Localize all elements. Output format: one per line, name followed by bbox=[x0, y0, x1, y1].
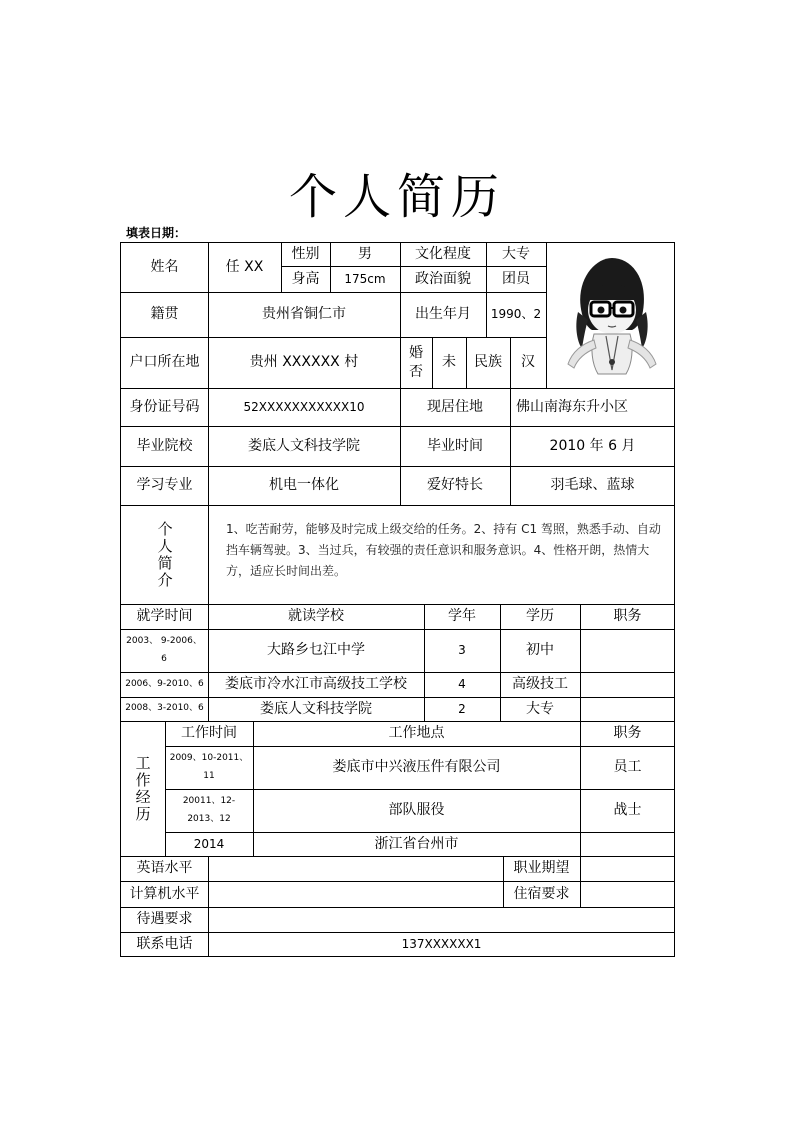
work-row-1-place: 娄底市中兴液压件有限公司 bbox=[332, 759, 501, 776]
ethnic-value: 汉 bbox=[521, 354, 535, 371]
birth-value: 1990、2 bbox=[490, 307, 542, 322]
height-label: 身高 bbox=[291, 270, 320, 287]
work-header-time: 工作时间 bbox=[181, 725, 237, 742]
edu-header-degree: 学历 bbox=[526, 608, 554, 625]
political-label: 政治面貌 bbox=[415, 270, 471, 287]
work-header-post: 职务 bbox=[613, 725, 642, 742]
education-value: 大专 bbox=[502, 245, 530, 262]
english-label: 英语水平 bbox=[136, 860, 193, 877]
work-row-3-time: 2014 bbox=[193, 836, 225, 851]
id-value: 52XXXXXXXXXXX10 bbox=[243, 399, 365, 414]
gender-value: 男 bbox=[358, 245, 372, 262]
salary-value bbox=[208, 907, 675, 932]
hobby-label: 爱好特长 bbox=[427, 477, 483, 494]
school-label: 毕业院校 bbox=[136, 437, 193, 454]
edu-row-2-time: 2006、9-2010、6 bbox=[125, 678, 204, 689]
work-row-2-place: 部队服役 bbox=[388, 802, 445, 819]
edu-row-1-post bbox=[580, 629, 675, 672]
major-label: 学习专业 bbox=[136, 477, 193, 494]
address-label: 现居住地 bbox=[427, 398, 483, 415]
edu-row-2-post bbox=[580, 672, 675, 697]
marital-label: 婚否 bbox=[409, 344, 423, 380]
birth-label: 出生年月 bbox=[415, 306, 471, 323]
edu-row-1-degree: 初中 bbox=[526, 642, 554, 659]
edu-row-3-school: 娄底人文科技学院 bbox=[260, 700, 372, 717]
ethnic-label: 民族 bbox=[474, 354, 502, 371]
edu-row-1-years: 3 bbox=[458, 643, 466, 658]
page-title: 个人简历 bbox=[288, 169, 505, 225]
address-value: 佛山南海东升小区 bbox=[516, 398, 628, 415]
cartoon-girl-with-glasses-icon bbox=[560, 252, 662, 384]
hukou-value: 贵州 XXXXXX 村 bbox=[249, 354, 359, 371]
edu-row-2-degree: 高级技工 bbox=[512, 676, 568, 693]
fill-date-label: 填表日期： bbox=[126, 226, 187, 240]
phone-label: 联系电话 bbox=[136, 935, 193, 952]
political-value: 团员 bbox=[502, 270, 530, 287]
edu-header-school: 就读学校 bbox=[288, 608, 344, 625]
school-value: 娄底人文科技学院 bbox=[248, 437, 360, 454]
grad-value: 2010 年 6 月 bbox=[549, 437, 636, 454]
edu-header-years: 学年 bbox=[448, 608, 476, 625]
work-label: 工作经历 bbox=[133, 754, 152, 823]
edu-header-time: 就学时间 bbox=[136, 608, 193, 625]
grad-label: 毕业时间 bbox=[427, 437, 483, 454]
edu-row-3-degree: 大专 bbox=[526, 700, 554, 717]
edu-row-2-school: 娄底市冷水江市高级技工学校 bbox=[225, 676, 407, 693]
major-value: 机电一体化 bbox=[269, 477, 339, 494]
edu-row-3-post bbox=[580, 697, 675, 721]
edu-row-1-school: 大路乡乜江中学 bbox=[267, 642, 365, 659]
edu-row-2-years: 4 bbox=[458, 677, 466, 692]
work-row-1-post: 员工 bbox=[613, 759, 642, 776]
lodging-label: 住宿要求 bbox=[513, 885, 570, 902]
computer-value bbox=[208, 881, 503, 907]
native-label: 籍贯 bbox=[150, 306, 179, 323]
edu-row-3-time: 2008、3-2010、6 bbox=[125, 703, 204, 714]
work-row-3-post bbox=[580, 832, 675, 856]
native-value: 贵州省铜仁市 bbox=[262, 306, 346, 323]
height-value: 175cm bbox=[344, 271, 386, 286]
hobby-value: 羽毛球、蓝球 bbox=[550, 477, 635, 494]
work-row-2-post: 战士 bbox=[613, 802, 642, 819]
marital-value: 未 bbox=[442, 354, 456, 371]
edu-header-post: 职务 bbox=[613, 608, 642, 625]
intro-label: 个人简介 bbox=[155, 520, 174, 589]
edu-row-3-years: 2 bbox=[458, 701, 466, 716]
lodging-value bbox=[580, 881, 675, 907]
work-row-2-time: 20011、12-2013、12 bbox=[182, 796, 236, 824]
name-label: 姓名 bbox=[150, 258, 179, 275]
id-label: 身份证号码 bbox=[129, 398, 200, 415]
work-header-place: 工作地点 bbox=[388, 725, 445, 742]
work-row-3-place: 浙江省台州市 bbox=[374, 835, 459, 852]
english-value bbox=[208, 856, 503, 881]
phone-value: 137XXXXXX1 bbox=[401, 936, 482, 951]
career-label: 职业期望 bbox=[513, 860, 570, 877]
name-value: 任 XX bbox=[225, 258, 264, 275]
computer-label: 计算机水平 bbox=[129, 885, 200, 902]
work-row-1-time: 2009、10-2011、11 bbox=[169, 753, 249, 781]
education-label: 文化程度 bbox=[415, 245, 471, 262]
salary-label: 待遇要求 bbox=[136, 911, 193, 928]
career-value bbox=[580, 856, 675, 881]
gender-label: 性别 bbox=[291, 245, 320, 262]
edu-row-1-time: 2003、 9-2006、6 bbox=[126, 636, 202, 664]
hukou-label: 户口所在地 bbox=[129, 354, 200, 371]
intro-text: 1、吃苦耐劳，能够及时完成上级交给的任务。2、持有 C1 驾照，熟悉手动、自动挡车辆驾驶。3、当过兵，有较强的责任意识和服务意识。4、性格开朗，热情大方，适应长时间出差。 bbox=[226, 522, 661, 578]
